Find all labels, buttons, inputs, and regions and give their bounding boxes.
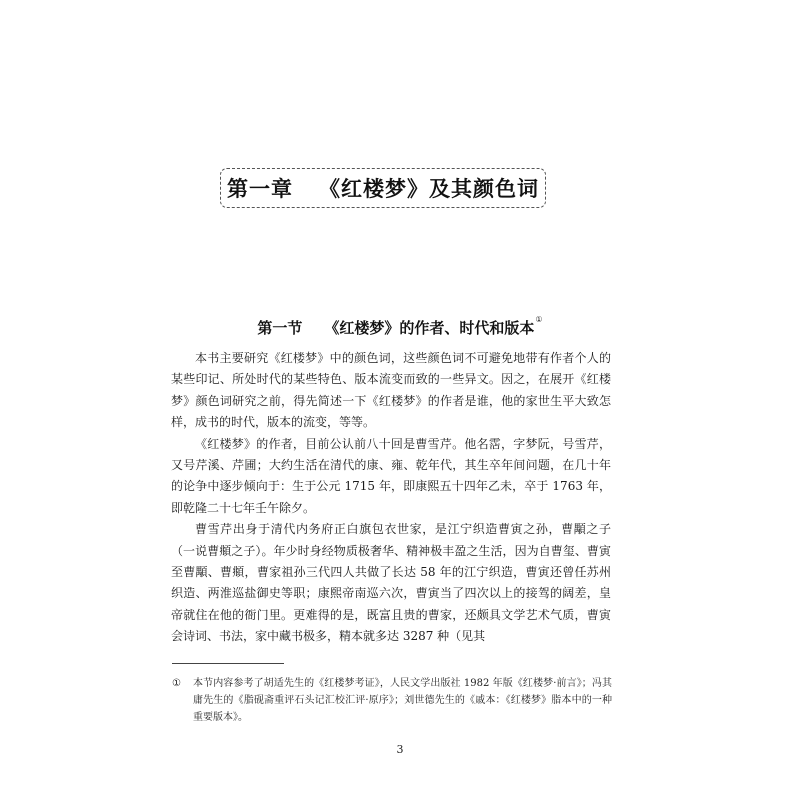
paragraph: 《红楼梦》的作者，目前公认前八十回是曹雪芹。他名霑，字梦阮，号雪芹，又号芹溪、芹圃；大约生活在清代的康、雍、乾年代，其生卒年间问题，在几十年的论争中逐步倾向于：生于公元 1715 年，即康熙五十四年乙未，卒于 1763 年，即乾隆二十七年壬午除夕。	[171, 436, 611, 515]
footnote	[172, 675, 612, 726]
body-text	[171, 348, 611, 648]
chapter-number: 第一章	[227, 177, 293, 201]
page-number: 3	[396, 743, 404, 756]
paragraph: 本书主要研究《红楼梦》中的颜色词，这些颜色词不可避免地带有作者个人的某些印记、所处时代的某些特色、版本流变而致的一些异文。因之，在展开《红楼梦》颜色词研究之前，得先简述一下《红楼梦》的作者是谁，他的家世生平大致怎样，成书的时代，版本的流变，等等。	[171, 351, 611, 430]
section-heading	[160, 317, 640, 338]
footnote-text: 本节内容参考了胡适先生的《红楼梦考证》，人民文学出版社 1982 年版《红楼梦·前言》；冯其庸先生的《脂砚斋重评石头记汇校汇评·原序》；刘世德先生的《戚本：《红楼梦》脂本中的一种重要版本》。	[193, 678, 612, 723]
chapter-title	[227, 173, 539, 203]
chapter-title-text: 《红楼梦》及其颜色词	[319, 177, 539, 201]
section-number: 第一节	[257, 319, 303, 337]
footnote-divider	[172, 663, 284, 664]
footnote-reference: ①	[535, 315, 543, 324]
paragraph: 曹雪芹出身于清代内务府正白旗包衣世家，是江宁织造曹寅之孙，曹顒之子（一说曹頫之子）。年少时身经物质极奢华、精神极丰盈之生活，因为自曹玺、曹寅至曹顒、曹頫，曹家祖孙三代四人共做了长达 58 年的江宁织造，曹寅还曾任苏州织造、两淮巡盐御史等职；康熙帝南巡六次，曹寅当了四次以上的接驾的阔差，皇帝就住在他的衙门里。更难得的是，既富且贵的曹家，还颇具文学艺术气质，曹寅会诗词、书法，家中藏书极多，精本就多达 3287 种（见其	[171, 522, 611, 644]
footnote-marker: ①	[172, 678, 181, 689]
section-title-text: 《红楼梦》的作者、时代和版本	[324, 319, 535, 337]
chapter-title-box	[220, 168, 546, 208]
